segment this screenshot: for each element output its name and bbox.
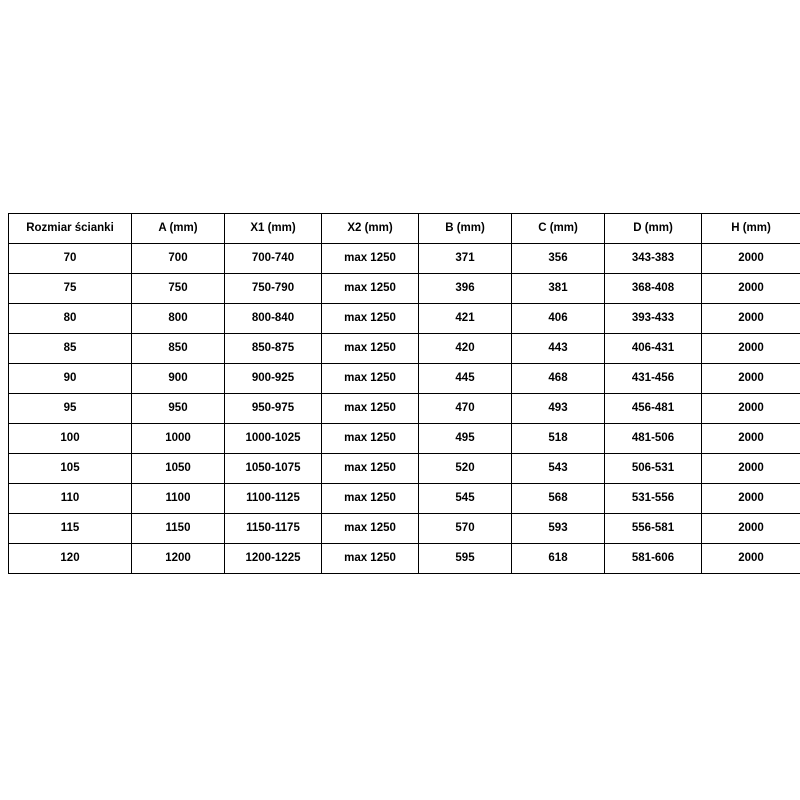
table-cell: 545	[419, 484, 512, 514]
table-cell: 593	[512, 514, 605, 544]
table-row	[9, 304, 800, 334]
table-row	[9, 364, 800, 394]
table-cell: 406-431	[605, 334, 702, 364]
table-cell: max 1250	[322, 394, 419, 424]
table-cell: 543	[512, 454, 605, 484]
table-cell: 85	[9, 334, 132, 364]
table-cell: 95	[9, 394, 132, 424]
column-header: A (mm)	[132, 214, 225, 244]
table-cell: 356	[512, 244, 605, 274]
table-cell: 2000	[702, 244, 800, 274]
table-cell: 2000	[702, 514, 800, 544]
table-row	[9, 424, 800, 454]
table-header	[9, 214, 800, 244]
table-cell: 531-556	[605, 484, 702, 514]
table-cell: 80	[9, 304, 132, 334]
table-cell: 371	[419, 244, 512, 274]
table-cell: 120	[9, 544, 132, 574]
table-cell: 700-740	[225, 244, 322, 274]
table-cell: 556-581	[605, 514, 702, 544]
table-cell: max 1250	[322, 424, 419, 454]
spec-table-container	[8, 213, 792, 574]
table-row	[9, 274, 800, 304]
table-cell: 900-925	[225, 364, 322, 394]
table-cell: max 1250	[322, 364, 419, 394]
table-cell: 90	[9, 364, 132, 394]
table-cell: 2000	[702, 274, 800, 304]
column-header: D (mm)	[605, 214, 702, 244]
column-header: C (mm)	[512, 214, 605, 244]
table-cell: 595	[419, 544, 512, 574]
table-cell: 495	[419, 424, 512, 454]
specification-table	[8, 213, 800, 574]
table-cell: 900	[132, 364, 225, 394]
table-cell: 800	[132, 304, 225, 334]
table-cell: 1000	[132, 424, 225, 454]
table-cell: 115	[9, 514, 132, 544]
table-cell: 2000	[702, 484, 800, 514]
table-cell: 75	[9, 274, 132, 304]
table-cell: 406	[512, 304, 605, 334]
table-body	[9, 244, 800, 574]
table-cell: 800-840	[225, 304, 322, 334]
table-cell: 506-531	[605, 454, 702, 484]
table-cell: 1150-1175	[225, 514, 322, 544]
table-cell: 493	[512, 394, 605, 424]
table-cell: 431-456	[605, 364, 702, 394]
table-row	[9, 394, 800, 424]
table-cell: 105	[9, 454, 132, 484]
table-cell: 456-481	[605, 394, 702, 424]
table-cell: 570	[419, 514, 512, 544]
table-cell: 481-506	[605, 424, 702, 454]
table-cell: 2000	[702, 454, 800, 484]
table-cell: max 1250	[322, 544, 419, 574]
table-cell: 343-383	[605, 244, 702, 274]
table-cell: 445	[419, 364, 512, 394]
table-cell: 950-975	[225, 394, 322, 424]
table-cell: 2000	[702, 364, 800, 394]
table-cell: max 1250	[322, 514, 419, 544]
table-cell: 421	[419, 304, 512, 334]
table-cell: 1200	[132, 544, 225, 574]
table-cell: 396	[419, 274, 512, 304]
table-cell: 581-606	[605, 544, 702, 574]
table-cell: 2000	[702, 304, 800, 334]
table-cell: 618	[512, 544, 605, 574]
table-cell: 2000	[702, 544, 800, 574]
table-cell: 70	[9, 244, 132, 274]
column-header: X1 (mm)	[225, 214, 322, 244]
table-cell: 750-790	[225, 274, 322, 304]
table-cell: max 1250	[322, 454, 419, 484]
table-cell: 368-408	[605, 274, 702, 304]
table-cell: 468	[512, 364, 605, 394]
table-cell: 110	[9, 484, 132, 514]
table-row	[9, 454, 800, 484]
table-cell: 2000	[702, 394, 800, 424]
table-cell: max 1250	[322, 334, 419, 364]
table-cell: 393-433	[605, 304, 702, 334]
table-cell: max 1250	[322, 274, 419, 304]
table-cell: max 1250	[322, 244, 419, 274]
table-cell: 1050-1075	[225, 454, 322, 484]
table-cell: 420	[419, 334, 512, 364]
table-cell: 1100	[132, 484, 225, 514]
table-cell: 850	[132, 334, 225, 364]
table-header-row	[9, 214, 800, 244]
column-header: X2 (mm)	[322, 214, 419, 244]
table-cell: 470	[419, 394, 512, 424]
table-cell: 381	[512, 274, 605, 304]
table-cell: 518	[512, 424, 605, 454]
table-cell: 700	[132, 244, 225, 274]
table-cell: 520	[419, 454, 512, 484]
table-row	[9, 244, 800, 274]
table-cell: 850-875	[225, 334, 322, 364]
table-cell: 1100-1125	[225, 484, 322, 514]
table-cell: max 1250	[322, 484, 419, 514]
column-header: Rozmiar ścianki	[9, 214, 132, 244]
table-cell: 1050	[132, 454, 225, 484]
table-cell: 1000-1025	[225, 424, 322, 454]
column-header: H (mm)	[702, 214, 800, 244]
table-cell: 2000	[702, 334, 800, 364]
table-cell: 950	[132, 394, 225, 424]
table-row	[9, 334, 800, 364]
table-row	[9, 484, 800, 514]
column-header: B (mm)	[419, 214, 512, 244]
table-cell: 100	[9, 424, 132, 454]
table-row	[9, 544, 800, 574]
table-cell: max 1250	[322, 304, 419, 334]
table-cell: 1150	[132, 514, 225, 544]
table-cell: 1200-1225	[225, 544, 322, 574]
table-cell: 2000	[702, 424, 800, 454]
table-row	[9, 514, 800, 544]
table-cell: 568	[512, 484, 605, 514]
table-cell: 750	[132, 274, 225, 304]
table-cell: 443	[512, 334, 605, 364]
